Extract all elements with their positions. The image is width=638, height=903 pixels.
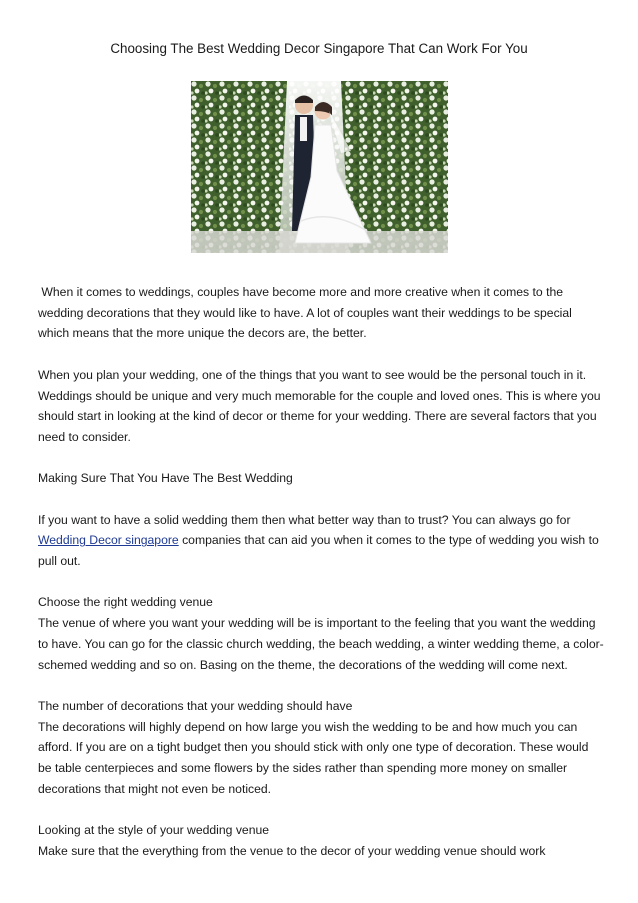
paragraph-personal-touch: When you plan your wedding, one of the things that you want to see would be the personal touch in it. Weddings should be unique and very much memorable for the couple and loved ones. This is where you should start in looking at the kind of decor or theme for your wedding. There are several factors that you need to consider.: [38, 367, 601, 444]
heading-venue: Choose the right wedding venue: [38, 595, 213, 610]
paragraph-venue: The venue of where you want your wedding will be is important to the feeling that you want the wedding to have. You can go for the classic church wedding, the beach wedding, a winter wedding theme, a color-schemed wedding and so on. Basing on the theme, the decorations of the wedding will come next.: [38, 616, 604, 672]
intro-paragraph: When it comes to weddings, couples have become more and more creative when it comes to the wedding decorations that they would like to have. A lot of couples want their weddings to be special which means that the more unique the decors are, the better.: [38, 285, 572, 341]
heading-best-wedding: Making Sure That You Have The Best Wedding: [38, 471, 293, 486]
article-body: [38, 282, 604, 862]
paragraph-trust: If you want to have a solid wedding them then what better way than to trust? You can always go for Wedding Decor singapore companies that can aid you when it comes to the type of wedding you wish to pull out.: [38, 512, 599, 569]
heading-venue-style: Looking at the style of your wedding venue: [38, 823, 270, 838]
wedding-decor-singapore-link[interactable]: Wedding Decor singapore: [38, 533, 179, 548]
paragraph-venue-style: Make sure that the everything from the venue to the decor of your wedding venue should work: [38, 843, 546, 858]
heading-number-decorations: The number of decorations that your wedding should have: [38, 698, 353, 713]
wedding-couple-photo: [191, 81, 448, 253]
paragraph-decorations: The decorations will highly depend on how large you wish the wedding to be and how much you can afford. If you are on a tight budget then you should stick with only one type of decoration. These would be table centerpieces and some flowers by the sides rather than spending more money on smaller decorations that might not even be noticed.: [38, 719, 589, 796]
page-title: Choosing The Best Wedding Decor Singapore That Can Work For You: [110, 41, 528, 56]
wedding-photo-graphic: [191, 81, 448, 253]
